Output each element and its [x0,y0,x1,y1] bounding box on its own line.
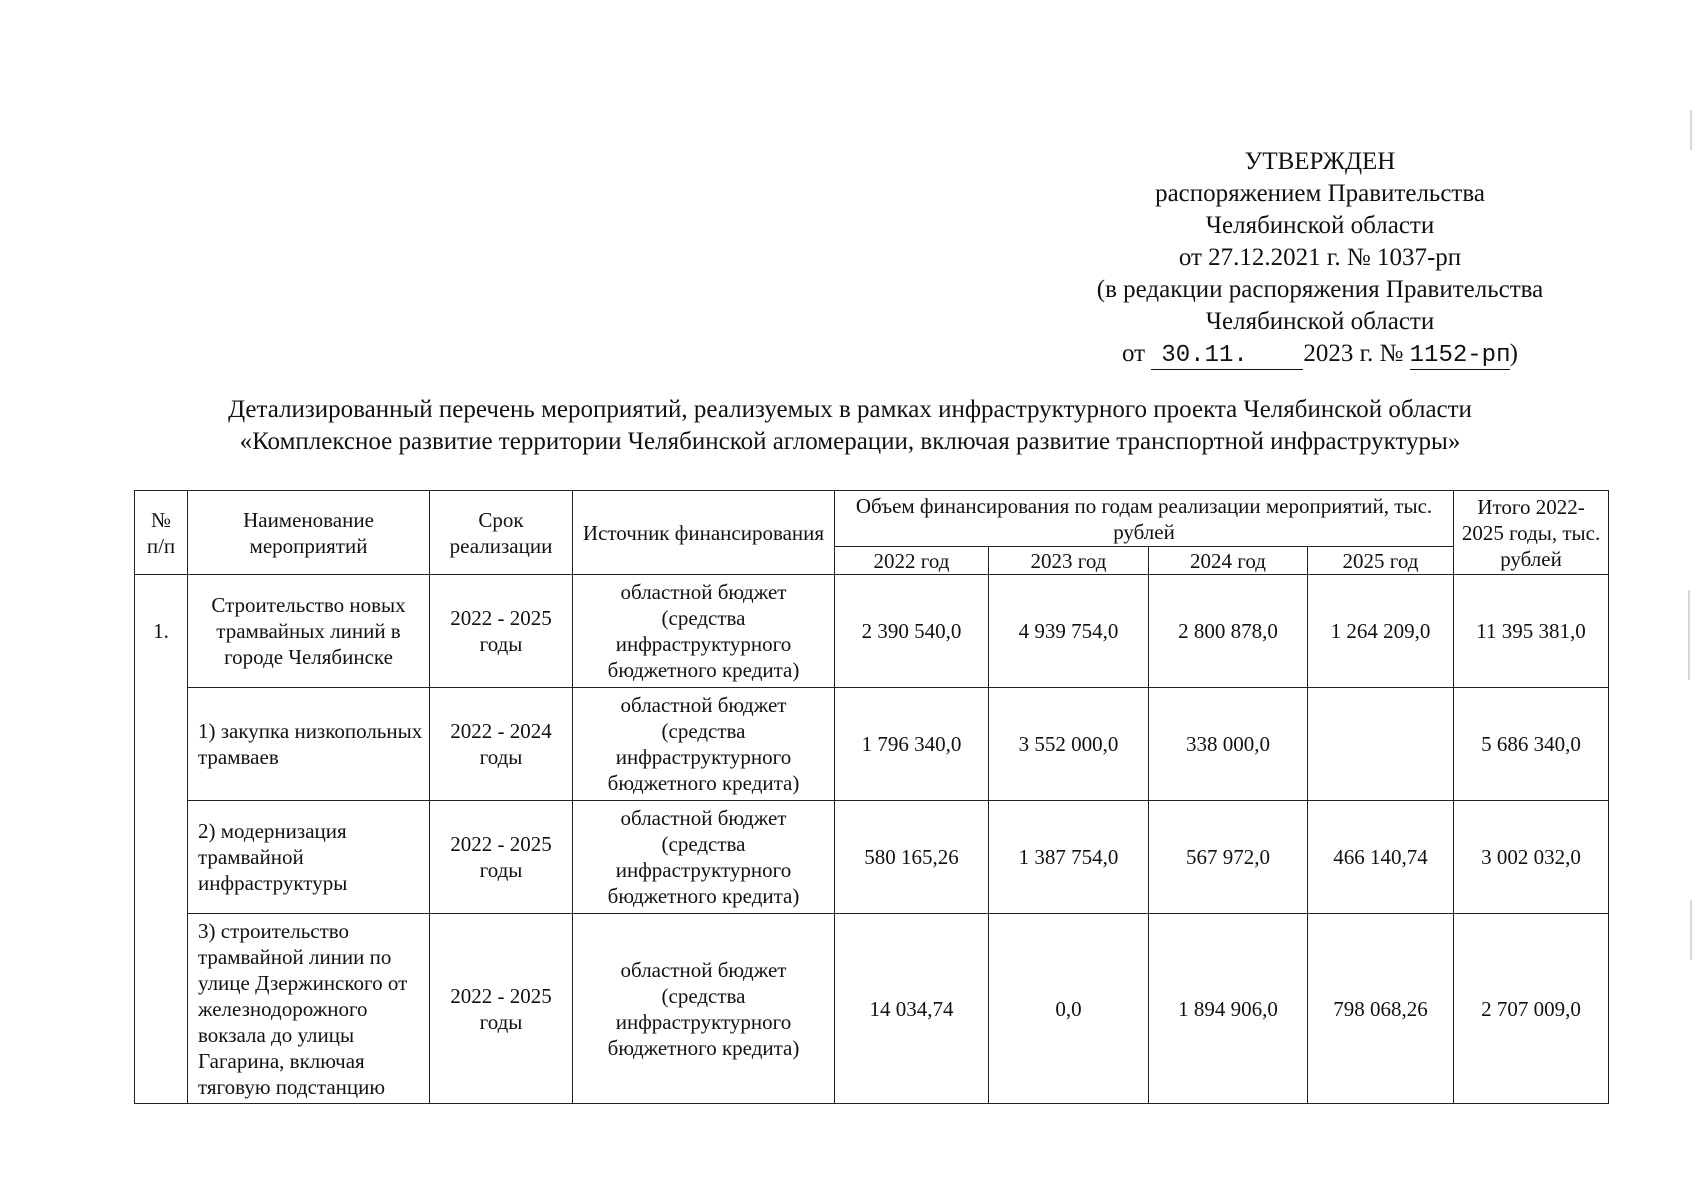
approval-from: от [1122,340,1146,367]
cell-2025: 1 264 209,0 [1308,575,1454,688]
table-row [135,688,1609,801]
header-year-2025: 2025 год [1308,547,1454,575]
financing-table [134,490,1609,1104]
cell-source: областной бюджет (средства инфраструктурного бюджетного кредита) [573,801,835,914]
header-total: Итого 2022-2025 годы, тыс. рублей [1454,491,1609,575]
cell-source: областной бюджет (средства инфраструктурного бюджетного кредита) [573,575,835,688]
header-num: № п/п [135,491,188,575]
cell-2022: 2 390 540,0 [835,575,989,688]
cell-term: 2022 - 2025 годы [430,914,573,1104]
approval-line: распоряжением Правительства [1155,180,1485,207]
header-term: Срок реализации [430,491,573,575]
approval-line: от 27.12.2021 г. № 1037-рп [1178,244,1462,271]
header-year-2024: 2024 год [1149,547,1308,575]
table-row [135,914,1609,1104]
header-year-2023: 2023 год [989,547,1149,575]
header-name: Наименование мероприятий [188,491,430,575]
cell-name: 1) закупка низкопольных трамваев [188,688,430,801]
header-volume: Объем финансирования по годам реализации мероприятий, тыс. рублей [835,491,1454,547]
cell-source: областной бюджет (средства инфраструктурного бюджетного кредита) [573,688,835,801]
cell-name: 2) модернизация трамвайной инфраструктуры [188,801,430,914]
cell-total: 5 686 340,0 [1454,688,1609,801]
approval-number-fill: 1152-рп [1409,342,1511,369]
table-row [135,575,1609,688]
approval-heading: УТВЕРЖДЕН [1244,148,1396,175]
cell-num [135,575,188,1104]
cell-total: 11 395 381,0 [1454,575,1609,688]
cell-2024: 338 000,0 [1149,688,1308,801]
header-source: Источник финансирования [573,491,835,575]
cell-2024: 567 972,0 [1149,801,1308,914]
document-title-line-1: Детализированный перечень мероприятий, реализуемых в рамках инфраструктурного проекта Челябинской области [228,396,1472,423]
cell-2023: 4 939 754,0 [989,575,1149,688]
approval-date-fill: 30.11. [1151,343,1303,370]
scan-artifact [1690,900,1692,960]
table-header-row [135,491,1609,547]
cell-term: 2022 - 2025 годы [430,801,573,914]
table-row [135,801,1609,914]
scan-artifact [1688,590,1690,680]
approval-block [1040,146,1600,370]
scan-artifact [1690,110,1692,150]
cell-source: областной бюджет (средства инфраструктурного бюджетного кредита) [573,914,835,1104]
cell-term: 2022 - 2025 годы [430,575,573,688]
cell-2024: 1 894 906,0 [1149,914,1308,1104]
approval-line: Челябинской области [1205,308,1435,335]
cell-name: 3) строительство трамвайной линии по улице Дзержинского от железнодорожного вокзала до улицы Гагарина, включая тяговую подстанцию [188,914,430,1104]
cell-2024: 2 800 878,0 [1149,575,1308,688]
cell-total: 3 002 032,0 [1454,801,1609,914]
cell-name: Строительство новых трамвайных линий в городе Челябинске [188,575,430,688]
document-title [100,394,1600,458]
approval-close-paren: ) [1509,340,1518,367]
approval-line: (в редакции распоряжения Правительства [1096,276,1544,303]
cell-2023: 1 387 754,0 [989,801,1149,914]
cell-total: 2 707 009,0 [1454,914,1609,1104]
cell-2022: 14 034,74 [835,914,989,1104]
approval-line: Челябинской области [1205,212,1435,239]
document-title-line-2: «Комплексное развитие территории Челябинской агломерации, включая развитие транспортной инфраструктуры» [239,428,1461,455]
cell-num-text: 1. [153,619,169,643]
header-year-2022: 2022 год [835,547,989,575]
approval-year: 2023 г. № [1303,340,1404,367]
cell-2022: 580 165,26 [835,801,989,914]
cell-2025: 798 068,26 [1308,914,1454,1104]
cell-2022: 1 796 340,0 [835,688,989,801]
cell-2023: 0,0 [989,914,1149,1104]
cell-2023: 3 552 000,0 [989,688,1149,801]
cell-term: 2022 - 2024 годы [430,688,573,801]
approval-date-line [1040,338,1600,370]
cell-2025 [1308,688,1454,801]
cell-2025: 466 140,74 [1308,801,1454,914]
